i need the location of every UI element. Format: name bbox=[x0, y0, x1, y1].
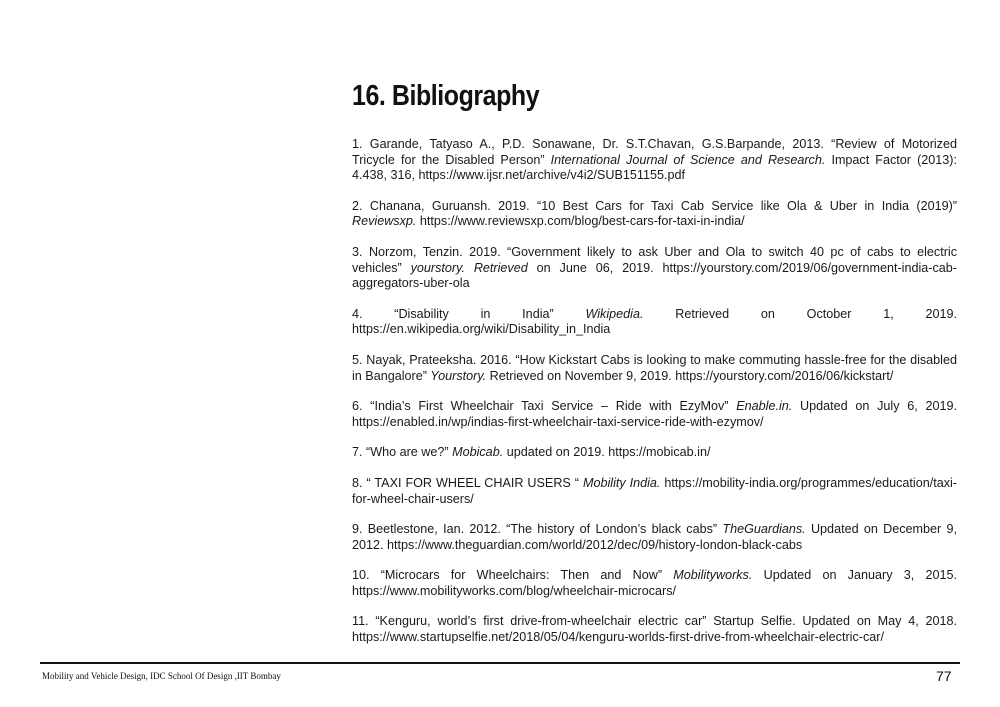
reference-5: 5. Nayak, Prateeksha. 2016. “How Kickstart Cabs is looking to make commuting hassle-free for the disabled in Bangalore” Yourstory. Retrieved on November 9, 2019. https://yourstory.com/2016/06/kickstart/ bbox=[352, 352, 957, 383]
bibliography-list bbox=[352, 137, 957, 661]
page-number: 77 bbox=[936, 668, 952, 684]
reference-11: 11. “Kenguru, world’s first drive-from-wheelchair electric car” Startup Selfie. Updated on May 4, 2018. https://www.startupselfie.net/2018/05/04/kenguru-worlds-first-drive-from-wheelchair-electric-car/ bbox=[352, 614, 957, 645]
footer-text: Mobility and Vehicle Design, IDC School Of Design ,IIT Bombay bbox=[42, 671, 281, 681]
reference-1: 1. Garande, Tatyaso A., P.D. Sonawane, Dr. S.T.Chavan, G.S.Barpande, 2013. “Review of Motorized Tricycle for the Disabled Person” International Journal of Science and Research. Impact Factor (2013): 4.438, 316, https://www.ijsr.net/archive/v4i2/SUB151155.pdf bbox=[352, 137, 957, 183]
reference-10: 10. “Microcars for Wheelchairs: Then and Now” Mobilityworks. Updated on January 3, 2015. https://www.mobilityworks.com/blog/wheelchair-microcars/ bbox=[352, 568, 957, 598]
reference-4: 4. “Disability in India” Wikipedia. Retrieved on October 1, 2019. https://en.wikipedia.org/wiki/Disability_in_India bbox=[352, 306, 958, 337]
reference-9: 9. Beetlestone, Ian. 2012. “The history of London’s black cabs” TheGuardians. Updated on December 9, 2012. https://www.theguardian.com/world/2012/dec/09/history-london-black-cabs bbox=[352, 522, 958, 552]
reference-8: 8. “ TAXI FOR WHEEL CHAIR USERS “ Mobility India. https://mobility-india.org/programmes/education/taxi-for-wheel-chair-users/ bbox=[352, 475, 957, 506]
footer-divider bbox=[40, 662, 960, 664]
page-title: 16. Bibliography bbox=[352, 80, 540, 112]
reference-6: 6. “India’s First Wheelchair Taxi Service – Ride with EzyMov” Enable.in. Updated on July 6, 2019. https://enabled.in/wp/indias-first-wheelchair-taxi-service-ride-with-ezymov/ bbox=[352, 399, 958, 429]
reference-3: 3. Norzom, Tenzin. 2019. “Government likely to ask Uber and Ola to switch 40 pc of cabs to electric vehicles” yourstory. Retrieved on June 06, 2019. https://yourstory.com/2019/06/government-india-cab-aggregators-uber-ola bbox=[352, 244, 957, 291]
reference-2: 2. Chanana, Guruansh. 2019. “10 Best Cars for Taxi Cab Service like Ola & Uber in India (2019)” Reviewsxp. https://www.reviewsxp.com/blog/best-cars-for-taxi-in-india/ bbox=[352, 198, 957, 229]
reference-7: 7. “Who are we?” Mobicab. updated on 2019. https://mobicab.in/ bbox=[352, 445, 711, 460]
